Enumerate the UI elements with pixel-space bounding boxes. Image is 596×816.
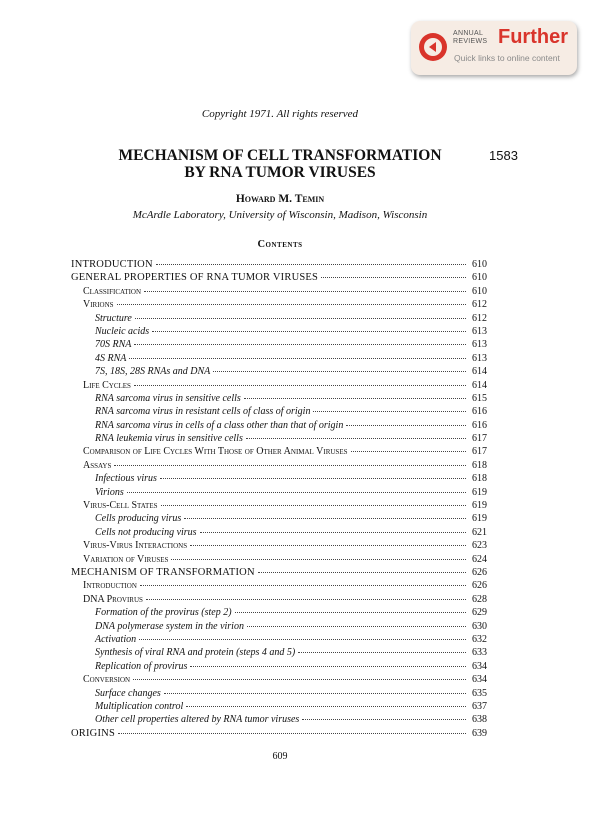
toc-entry-page: 613 bbox=[472, 352, 487, 364]
toc-entry-page: 613 bbox=[472, 339, 487, 351]
toc-entry-page: 615 bbox=[472, 392, 487, 404]
toc-entry-page: 638 bbox=[472, 714, 487, 726]
toc-entry-label: 7S, 18S, 28S RNAs and DNA bbox=[95, 366, 211, 378]
further-tagline[interactable]: Quick links to online content bbox=[454, 53, 560, 63]
toc-entry[interactable] bbox=[71, 714, 487, 727]
toc-entry-label: 4S RNA bbox=[95, 352, 127, 364]
dot-leader bbox=[140, 584, 466, 586]
toc-entry[interactable] bbox=[71, 286, 487, 299]
annual-reviews-logo bbox=[453, 30, 487, 46]
toc-entry[interactable] bbox=[71, 500, 487, 513]
toc-entry-page: 637 bbox=[472, 700, 487, 712]
article-title bbox=[70, 147, 490, 181]
toc-entry[interactable] bbox=[71, 567, 487, 580]
toc-entry-page: 610 bbox=[472, 285, 487, 297]
title-line-1: MECHANISM OF CELL TRANSFORMATION bbox=[118, 147, 442, 164]
toc-entry[interactable] bbox=[71, 446, 487, 459]
toc-entry-page: 624 bbox=[472, 553, 487, 565]
toc-entry-label: ORIGINS bbox=[71, 727, 115, 739]
page-number: 609 bbox=[272, 751, 288, 762]
toc-entry[interactable] bbox=[71, 594, 487, 607]
toc-entry[interactable] bbox=[71, 701, 487, 714]
toc-entry[interactable] bbox=[71, 580, 487, 593]
toc-entry-label: RNA leukemia virus in sensitive cells bbox=[95, 433, 243, 445]
toc-entry-page: 612 bbox=[472, 312, 487, 324]
contents-heading: Contents bbox=[257, 239, 303, 250]
toc-entry-label: Infectious virus bbox=[95, 473, 157, 485]
toc-entry[interactable] bbox=[71, 339, 487, 352]
toc-entry[interactable] bbox=[71, 326, 487, 339]
dot-leader bbox=[171, 558, 466, 560]
dot-leader bbox=[190, 665, 466, 667]
toc-entry[interactable] bbox=[71, 688, 487, 701]
author-name: Howard M. Temin bbox=[235, 193, 325, 205]
toc-entry[interactable] bbox=[71, 460, 487, 473]
toc-entry-label: MECHANISM OF TRANSFORMATION bbox=[71, 566, 255, 578]
toc-entry-page: 617 bbox=[472, 446, 487, 458]
dot-leader bbox=[313, 410, 466, 412]
toc-entry-page: 634 bbox=[472, 660, 487, 672]
toc-entry-page: 626 bbox=[472, 580, 487, 592]
toc-entry-page: 614 bbox=[472, 366, 487, 378]
toc-entry[interactable] bbox=[71, 634, 487, 647]
toc-entry[interactable] bbox=[71, 487, 487, 500]
play-arrow-icon[interactable] bbox=[419, 33, 447, 61]
toc-entry-label: Cells not producing virus bbox=[95, 526, 197, 538]
toc-entry-label: Nucleic acids bbox=[95, 325, 150, 337]
toc-entry-page: 616 bbox=[472, 419, 487, 431]
toc-entry-label: RNA sarcoma virus in resistant cells of class of origin bbox=[95, 406, 311, 418]
toc-entry-page: 628 bbox=[472, 593, 487, 605]
toc-entry[interactable] bbox=[71, 513, 487, 526]
toc-entry-page: 623 bbox=[472, 540, 487, 552]
toc-entry-label: Replication of provirus bbox=[95, 660, 188, 672]
toc-entry-page: 619 bbox=[472, 500, 487, 512]
toc-entry-label: INTRODUCTION bbox=[71, 259, 153, 270]
dot-leader bbox=[139, 638, 466, 640]
dot-leader bbox=[117, 303, 466, 305]
annual-label: ANNUAL bbox=[453, 30, 484, 37]
toc-entry-label: Other cell properties altered by RNA tumor viruses bbox=[95, 714, 300, 726]
toc-entry-page: 619 bbox=[472, 513, 487, 525]
toc-entry[interactable] bbox=[71, 647, 487, 660]
dot-leader bbox=[247, 625, 466, 627]
toc-entry[interactable] bbox=[71, 420, 487, 433]
toc-entry-page: 614 bbox=[472, 379, 487, 391]
dot-leader bbox=[244, 397, 466, 399]
toc-entry-label: Formation of the provirus (step 2) bbox=[95, 607, 232, 619]
toc-entry[interactable] bbox=[71, 527, 487, 540]
toc-entry[interactable] bbox=[71, 540, 487, 553]
toc-entry[interactable] bbox=[71, 259, 487, 272]
toc-entry-page: 616 bbox=[472, 406, 487, 418]
toc-entry[interactable] bbox=[71, 299, 487, 312]
toc-entry-page: 612 bbox=[472, 299, 487, 311]
toc-entry-page: 635 bbox=[472, 687, 487, 699]
toc-entry-page: 621 bbox=[472, 526, 487, 538]
dot-leader bbox=[184, 517, 466, 519]
table-of-contents bbox=[71, 259, 487, 741]
toc-entry-label: GENERAL PROPERTIES OF RNA TUMOR VIRUSES bbox=[71, 272, 319, 284]
toc-entry[interactable] bbox=[71, 380, 487, 393]
dot-leader bbox=[118, 732, 466, 734]
toc-entry-label: Multiplication control bbox=[95, 700, 184, 712]
toc-entry-page: 629 bbox=[472, 607, 487, 619]
toc-entry-label: RNA sarcoma virus in cells of a class other than that of origin bbox=[95, 419, 344, 431]
toc-entry-label: Comparison of Life Cycles With Those of Other Animal Viruses bbox=[83, 446, 348, 458]
toc-entry-label: Variation of Viruses bbox=[83, 553, 169, 565]
dot-leader bbox=[144, 290, 466, 292]
toc-entry-label: Surface changes bbox=[95, 687, 161, 699]
dot-leader bbox=[134, 343, 466, 345]
dot-leader bbox=[298, 651, 466, 653]
toc-entry-label: Assays bbox=[83, 459, 112, 471]
toc-entry-page: 632 bbox=[472, 633, 487, 645]
toc-entry-label: Life Cycles bbox=[83, 379, 131, 391]
toc-entry[interactable] bbox=[71, 661, 487, 674]
dot-leader bbox=[190, 544, 466, 546]
toc-entry-label: DNA polymerase system in the virion bbox=[95, 620, 244, 632]
dot-leader bbox=[135, 317, 466, 319]
toc-entry-label: Virions bbox=[83, 299, 114, 311]
author-affiliation: McArdle Laboratory, University of Wisconsin, Madison, Wisconsin bbox=[132, 209, 428, 221]
dot-leader bbox=[186, 705, 466, 707]
toc-entry[interactable] bbox=[71, 728, 487, 741]
dot-leader bbox=[156, 263, 466, 265]
dot-leader bbox=[351, 450, 467, 452]
toc-entry[interactable] bbox=[71, 366, 487, 379]
toc-entry[interactable] bbox=[71, 353, 487, 366]
dot-leader bbox=[321, 276, 466, 278]
toc-entry-page: 633 bbox=[472, 647, 487, 659]
toc-entry-label: DNA Provirus bbox=[83, 593, 143, 605]
dot-leader bbox=[246, 437, 466, 439]
toc-entry-label: Classification bbox=[83, 285, 142, 297]
dot-leader bbox=[134, 384, 466, 386]
dot-leader bbox=[161, 504, 467, 506]
further-banner[interactable] bbox=[411, 21, 577, 75]
toc-entry-label: Virions bbox=[95, 486, 124, 498]
dot-leader bbox=[129, 357, 466, 359]
dot-leader bbox=[133, 678, 466, 680]
toc-entry-page: 610 bbox=[472, 272, 487, 284]
dot-leader bbox=[164, 692, 466, 694]
toc-entry[interactable] bbox=[71, 554, 487, 567]
toc-entry-label: Cells producing virus bbox=[95, 513, 182, 525]
toc-entry-label: Introduction bbox=[83, 580, 137, 592]
toc-entry-label: Structure bbox=[95, 312, 132, 324]
toc-entry-page: 639 bbox=[472, 727, 487, 739]
toc-entry[interactable] bbox=[71, 674, 487, 687]
further-brand: Further bbox=[498, 26, 568, 48]
toc-entry-page: 618 bbox=[472, 473, 487, 485]
toc-entry-page: 619 bbox=[472, 486, 487, 498]
toc-entry[interactable] bbox=[71, 272, 487, 285]
dot-leader bbox=[127, 491, 466, 493]
toc-entry-page: 610 bbox=[472, 259, 487, 270]
toc-entry-page: 626 bbox=[472, 566, 487, 578]
dot-leader bbox=[146, 598, 466, 600]
toc-entry-page: 617 bbox=[472, 433, 487, 445]
dot-leader bbox=[152, 330, 466, 332]
toc-entry[interactable] bbox=[71, 621, 487, 634]
title-line-2: BY RNA TUMOR VIRUSES bbox=[184, 164, 376, 181]
dot-leader bbox=[213, 370, 466, 372]
copyright-notice: Copyright 1971. All rights reserved bbox=[201, 108, 359, 120]
dot-leader bbox=[258, 571, 466, 573]
toc-entry-page: 618 bbox=[472, 459, 487, 471]
toc-entry[interactable] bbox=[71, 393, 487, 406]
toc-entry[interactable] bbox=[71, 406, 487, 419]
toc-entry-page: 634 bbox=[472, 674, 487, 686]
toc-entry-label: Activation bbox=[95, 633, 137, 645]
toc-entry[interactable] bbox=[71, 473, 487, 486]
dot-leader bbox=[346, 424, 466, 426]
dot-leader bbox=[302, 718, 466, 720]
toc-entry-page: 613 bbox=[472, 325, 487, 337]
dot-leader bbox=[200, 531, 466, 533]
toc-entry[interactable] bbox=[71, 433, 487, 446]
toc-entry-label: Conversion bbox=[83, 674, 131, 686]
article-code: 1583 bbox=[489, 148, 518, 163]
toc-entry-label: Virus-Virus Interactions bbox=[83, 540, 188, 552]
toc-entry-label: Synthesis of viral RNA and protein (steps 4 and 5) bbox=[95, 647, 296, 659]
toc-entry-page: 630 bbox=[472, 620, 487, 632]
dot-leader bbox=[114, 464, 466, 466]
toc-entry-label: 70S RNA bbox=[95, 339, 132, 351]
toc-entry[interactable] bbox=[71, 313, 487, 326]
toc-entry[interactable] bbox=[71, 607, 487, 620]
dot-leader bbox=[235, 611, 466, 613]
toc-entry-label: Virus-Cell States bbox=[83, 500, 158, 512]
toc-entry-label: RNA sarcoma virus in sensitive cells bbox=[95, 392, 241, 404]
dot-leader bbox=[160, 477, 466, 479]
reviews-label: REVIEWS bbox=[453, 38, 488, 45]
